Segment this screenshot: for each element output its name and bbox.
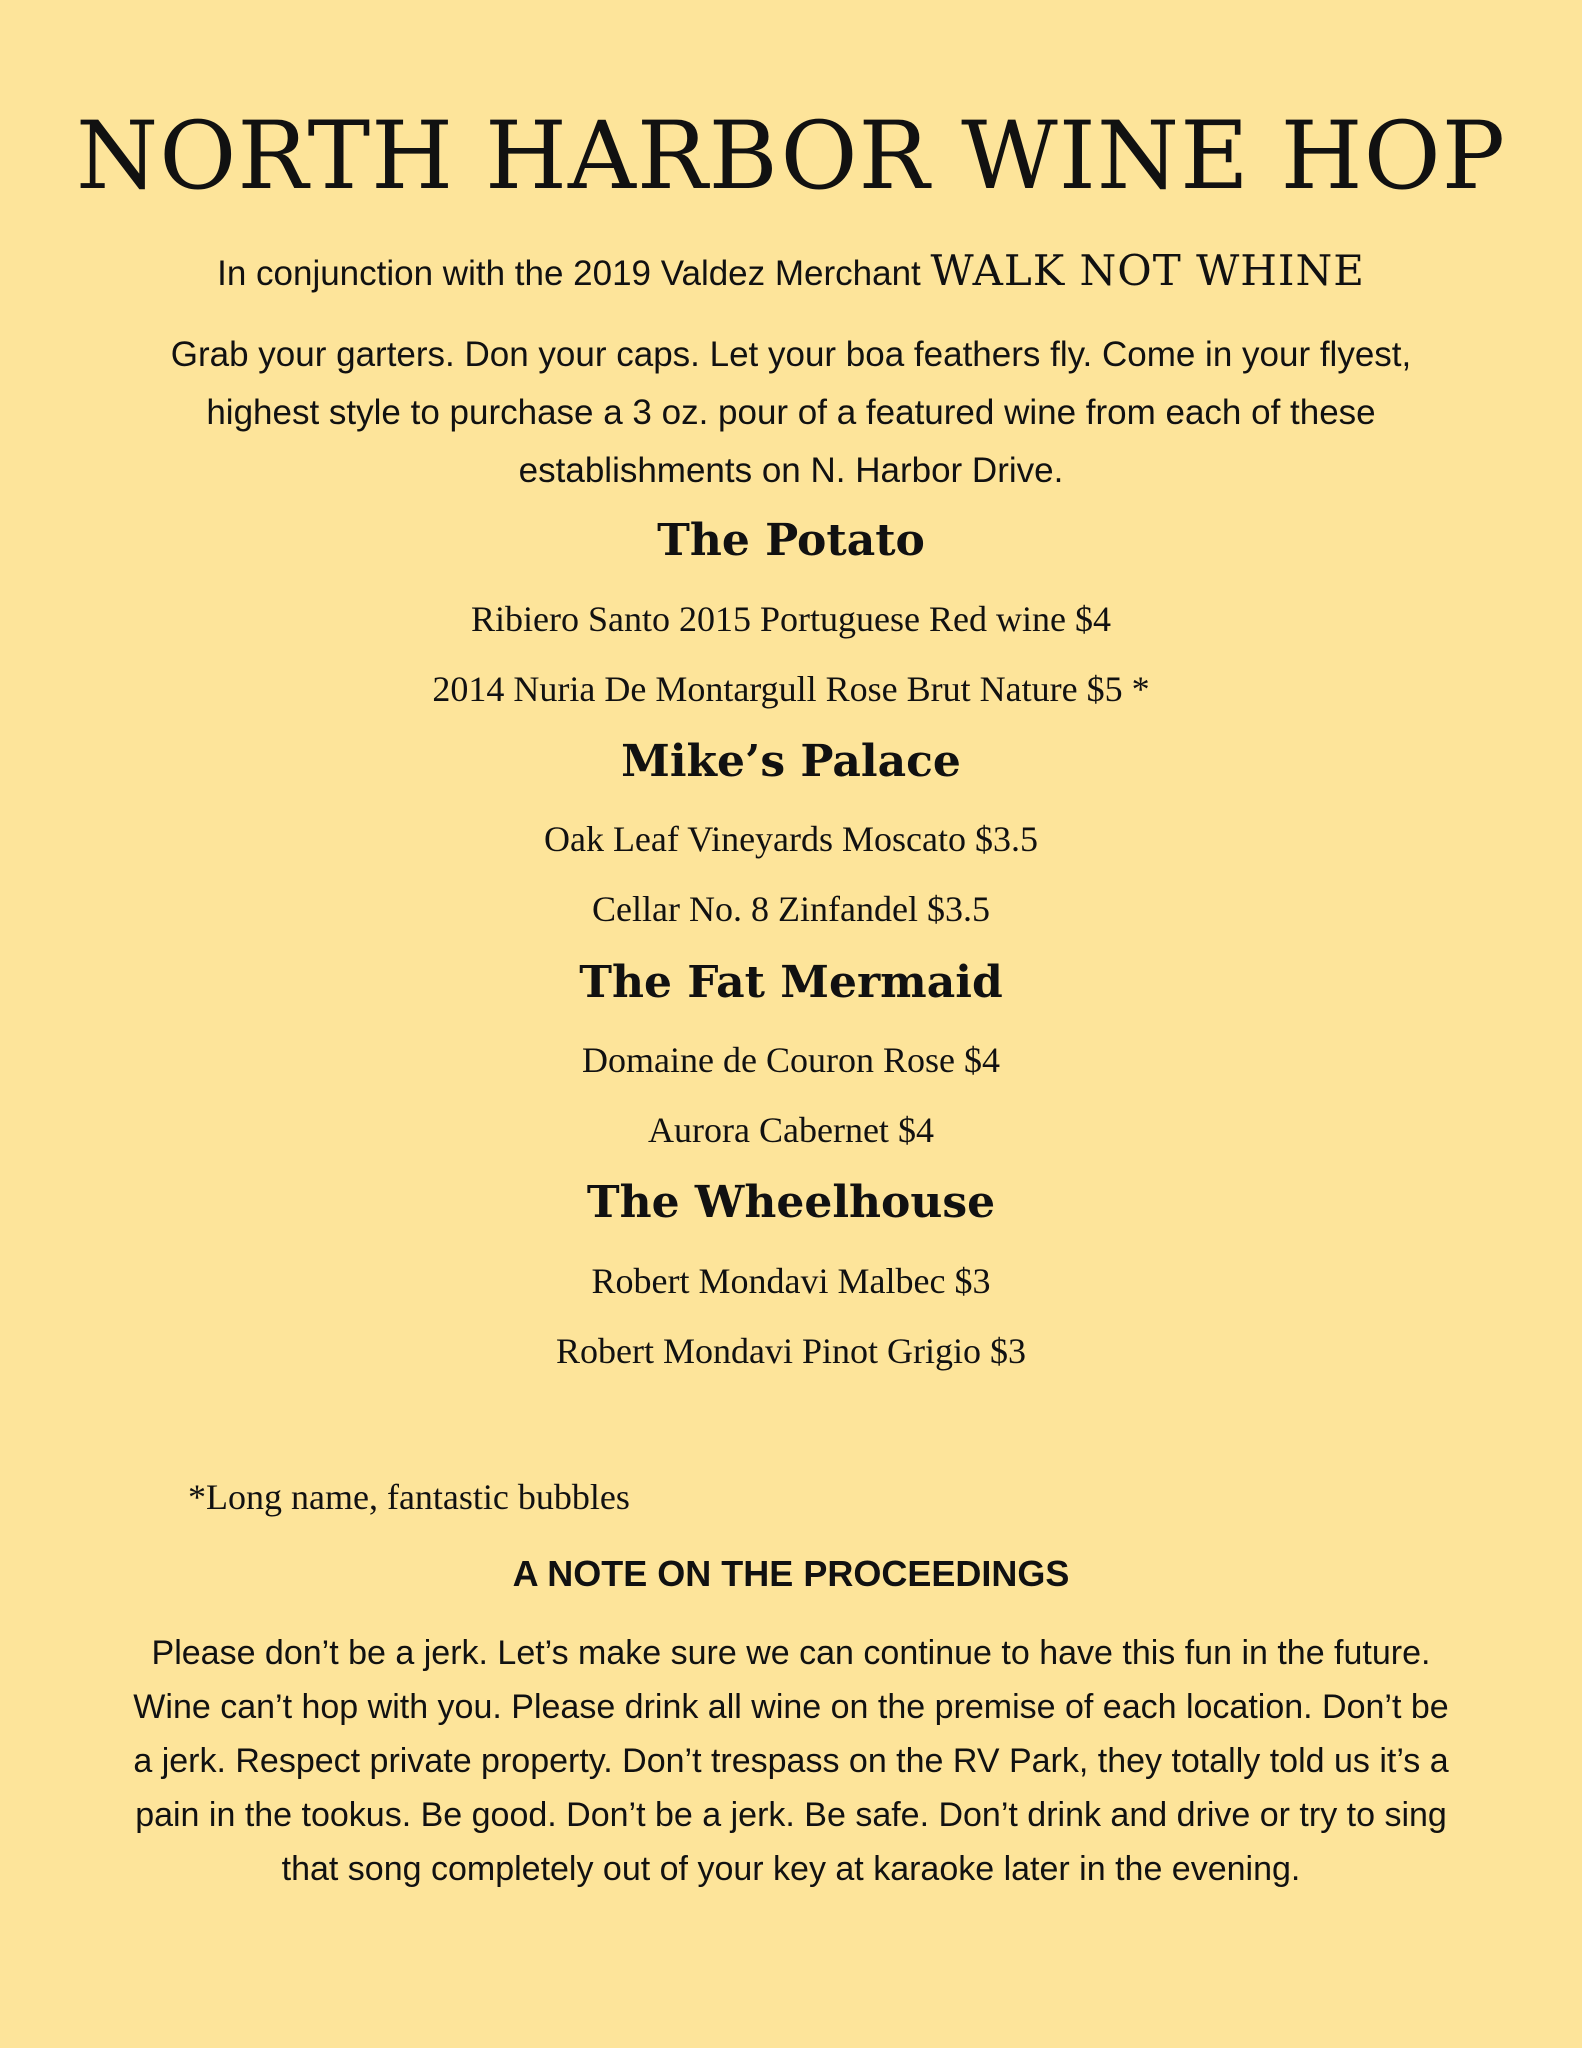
wine-item: Oak Leaf Vineyards Moscato $3.5 bbox=[543, 819, 1039, 859]
venue-name-the-fat-mermaid: The Fat Mermaid bbox=[579, 957, 1003, 1008]
venue-name-the-potato: The Potato bbox=[657, 515, 925, 566]
footnote: *Long name, fantastic bubbles bbox=[188, 1477, 630, 1517]
note-body: Please don’t be a jerk. Let’s make sure we can continue to have this fun in the future. Wine can’t hop with you. Please drink all wine on the premise of each location. Don’t be a jerk. Respect private property. Don’t trespass on the RV Park, they totally told us it’s a pain in the tookus. Be good. Don’t be a jerk. Be safe. Don’t drink and drive or try to sing that song completely out of your key at karaoke later in the evening. bbox=[133, 1634, 1449, 1888]
wine-item: Cellar No. 8 Zinfandel $3.5 bbox=[592, 889, 990, 929]
page-title: NORTH HARBOR WINE HOP bbox=[76, 102, 1506, 211]
subtitle-prefix: In conjunction with the 2019 Valdez Merchant bbox=[217, 254, 921, 293]
venue-name-mikes-palace: Mike’s Palace bbox=[621, 736, 961, 787]
note-heading: A NOTE ON THE PROCEEDINGS bbox=[512, 1553, 1070, 1594]
wine-item: Domaine de Couron Rose $4 bbox=[582, 1040, 1000, 1080]
subtitle bbox=[0, 246, 1582, 296]
wine-item: Robert Mondavi Malbec $3 bbox=[591, 1261, 991, 1301]
wine-item: Ribiero Santo 2015 Portuguese Red wine $4 bbox=[471, 599, 1111, 639]
wine-item: Robert Mondavi Pinot Grigio $3 bbox=[556, 1331, 1026, 1371]
intro-paragraph: Grab your garters. Don your caps. Let your boa feathers fly. Come in your flyest, highest style to purchase a 3 oz. pour of a featured wine from each of these establishments on N. Harbor Drive. bbox=[170, 335, 1412, 490]
venue-name-the-wheelhouse: The Wheelhouse bbox=[586, 1177, 996, 1228]
wine-item: Aurora Cabernet $4 bbox=[648, 1110, 934, 1150]
event-name: WALK NOT WHINE bbox=[930, 246, 1365, 295]
wine-item: 2014 Nuria De Montargull Rose Brut Nature $5 * bbox=[432, 669, 1150, 709]
